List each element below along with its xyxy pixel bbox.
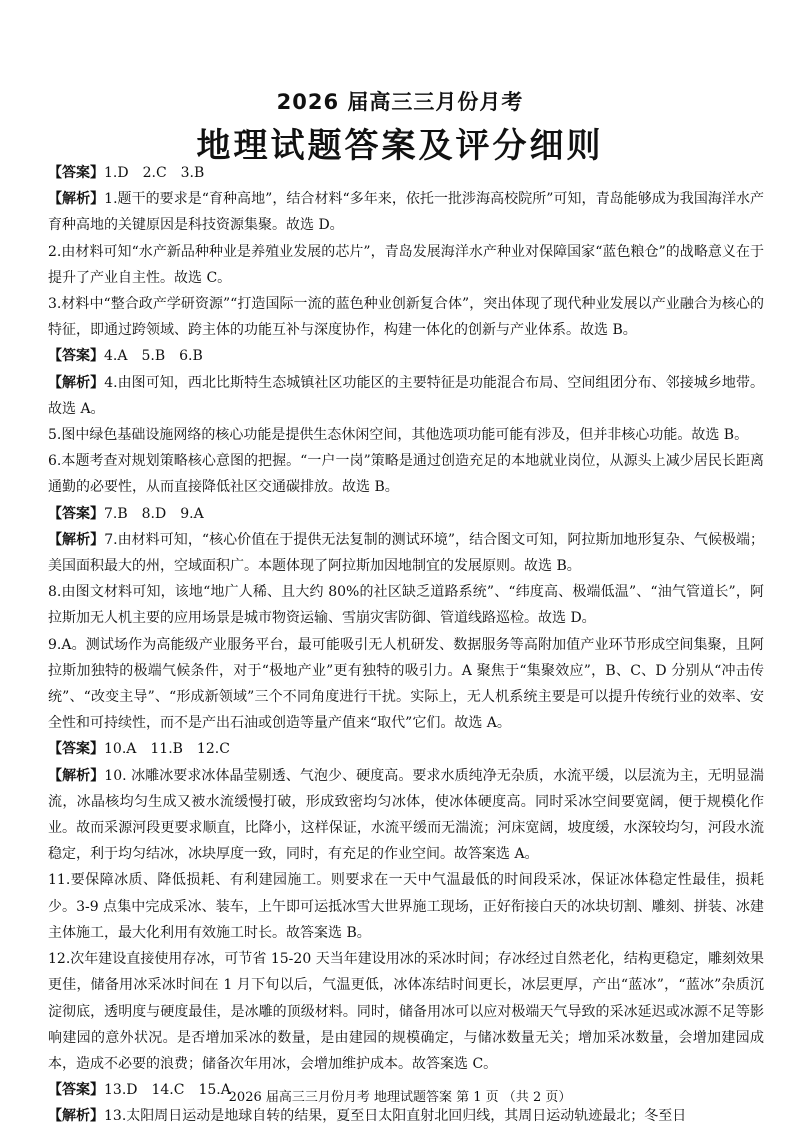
paragraph-text: 10.A 11.B 12.C [104,741,230,758]
paragraph-tag: 【答案】 [48,1082,104,1099]
paragraph-text: 4.A 5.B 6.B [104,348,203,365]
page-footer: 2026 届高三三月份月考 地理试题答案 第 1 页 （共 2 页） [228,1090,572,1105]
paragraph-text: 1.题干的要求是“育种高地”，结合材料“多年来，依托一批涉海高校院所”可知，青岛能够成为我国海洋水产育种高地的关键原因是科技资源集聚。故选 D。 [48,191,765,234]
answer-paragraph [48,343,764,369]
answer-paragraph [48,867,764,946]
answer-paragraph [48,501,764,527]
paragraph-text: 1.D 2.C 3.B [104,165,205,181]
paragraph-text: 6.本题考查对规划策略核心意图的把握。“一户一岗”策略是通过创造充足的本地就业岗位，从源头上减少居民长距离通勤的必要性，从而直接降低社区交通碳排放。故选 B。 [48,453,764,496]
answer-paragraph [48,422,764,448]
paragraph-text: 9.A。测试场作为高能级产业服务平台，最可能吸引无人机研发、数据服务等高附加值产业环节形成空间集聚，且阿拉斯加独特的极端气候条件，对于“极地产业”更有独特的吸引力。A 聚焦于“集聚效应”，B、C、D 分别从“冲击传统”、“改变主导”、“形成新领域”三个不同角度进行干扰。实际上，无人机系统主要是可以提升传统行业的效率、安全性和可持续性，而不是产出石油或创造等量产值来“取代”它们。故选 A。 [48,636,764,732]
answer-paragraph [48,527,764,579]
paragraph-tag: 【答案】 [48,165,104,181]
paragraph-tag: 【答案】 [48,741,104,758]
exam-title: 2026 届高三三月份月考 [276,90,524,114]
paragraph-tag: 【解析】 [48,531,105,548]
document-title: 地理试题答案及评分细则 [196,126,604,166]
answer-paragraph [48,736,764,762]
answer-paragraph [48,448,764,500]
paragraph-text: 13.太阳周日运动是地球自转的结果，夏至日太阳直射北回归线，其周日运动轨迹最北；冬至日 [104,1108,687,1125]
paragraph-text: 4.由图可知，西北比斯特生态城镇社区功能区的主要特征是功能混合布局、空间组团分布、邻接城乡地带。故选 A。 [48,374,765,417]
answer-paragraph [48,946,764,1077]
answer-paragraph [48,291,764,343]
answer-paragraph [48,579,764,631]
paragraph-text: 2.由材料可知“水产新品种种业是养殖业发展的芯片”，青岛发展海洋水产种业对保障国家“蓝色粮仓”的战略意义在于提升了产业自主性。故选 C。 [48,243,764,286]
answer-paragraph [48,763,764,868]
answer-paragraph [48,239,764,291]
answer-paragraph [48,632,764,737]
paragraph-tag: 【答案】 [48,505,104,522]
paragraph-tag: 【解析】 [48,767,105,784]
paragraph-text: 8.由图文材料可知，该地“地广人稀、且大约 80%的社区缺乏道路系统”、“纬度高、极端低温”、“油气管道长”，阿拉斯加无人机主要的应用场景是城市物资运输、雪崩灾害防御、管道线路巡检。故选 D。 [48,584,764,627]
paragraph-tag: 【答案】 [48,348,104,365]
answer-paragraph [48,1103,764,1129]
paragraph-text: 5.图中绿色基础设施网络的核心功能是提供生态休闲空间，其他选项功能可能有涉及，但并非核心功能。故选 B。 [48,427,749,444]
paragraph-tag: 【解析】 [48,191,105,208]
paragraph-text: 7.B 8.D 9.A [104,505,204,522]
paragraph-text: 13.D 14.C 15.A [104,1082,231,1099]
paragraph-text: 3.材料中“整合政产学研资源”“打造国际一流的蓝色种业创新复合体”，突出体现了现代种业发展以产业融合为核心的特征，即通过跨领域、跨主体的功能互补与深度协作，构建一体化的创新与产业体系。故选 B。 [48,296,764,339]
paragraph-text: 11.要保障冰质、降低损耗、有利建园施工。则要求在一天中气温最低的时间段采冰，保证冰体稳定性最佳，损耗少。3-9 点集中完成采冰、装车，上午即可运抵冰雪大世界施工现场，正好衔接白天的冰块切割、雕刻、拼装、冰建主体施工，最大化利用有效施工时长。故答案选 B。 [48,872,764,941]
paragraph-text: 7.由材料可知，“核心价值在于提供无法复制的测试环境”，结合图文可知，阿拉斯加地形复杂、气候极端；美国面积最大的州，空域面积广。本题体现了阿拉斯加因地制宜的发展原则。故选 B。 [48,531,765,575]
paragraph-text: 12.次年建设直接使用存冰，可节省 15-20 天当年建设用冰的采冰时间；存冰经过自然老化，结构更稳定，雕刻效果更佳，储备用冰采冰时间在 1 月下旬以后，气温更低，冰体冻结时间更长，冰层更厚，产出“蓝冰”，“蓝冰”杂质沉淀彻底，透明度与硬度最佳，是冰雕的顶级材料。同时，储备用冰可以应对极端天气导致的采冰延迟或冰源不足等影响建园的意外状况。是否增加采冰的数量，是由建园的规模确定，与储冰数量无关；增加采冰数量，会增加建园成本，造成不必要的浪费；储备次年用冰，会增加维护成本。故答案选 C。 [48,951,764,1072]
answer-paragraph [48,160,764,186]
paragraph-text: 10. 冰雕冰要求冰体晶莹剔透、气泡少、硬度高。要求水质纯净无杂质，水流平缓，以层流为主，无明显湍流，冰晶核均匀生成又被水流缓慢打破，形成致密均匀冰体，使冰体硬度高。同时采冰空间要宽阔，便于规模化作业。故而采源河段更要求顺直，比降小，这样保证，水流平缓而无湍流；河床宽阔，坡度缓，水深较均匀，河段水流稳定，利于均匀结冰，冰块厚度一致，同时，有充足的作业空间。故答案选 A。 [48,767,765,863]
paragraph-tag: 【解析】 [48,1108,104,1125]
paragraph-tag: 【解析】 [48,374,105,391]
answer-paragraph [48,370,764,422]
answer-paragraph [48,186,764,238]
